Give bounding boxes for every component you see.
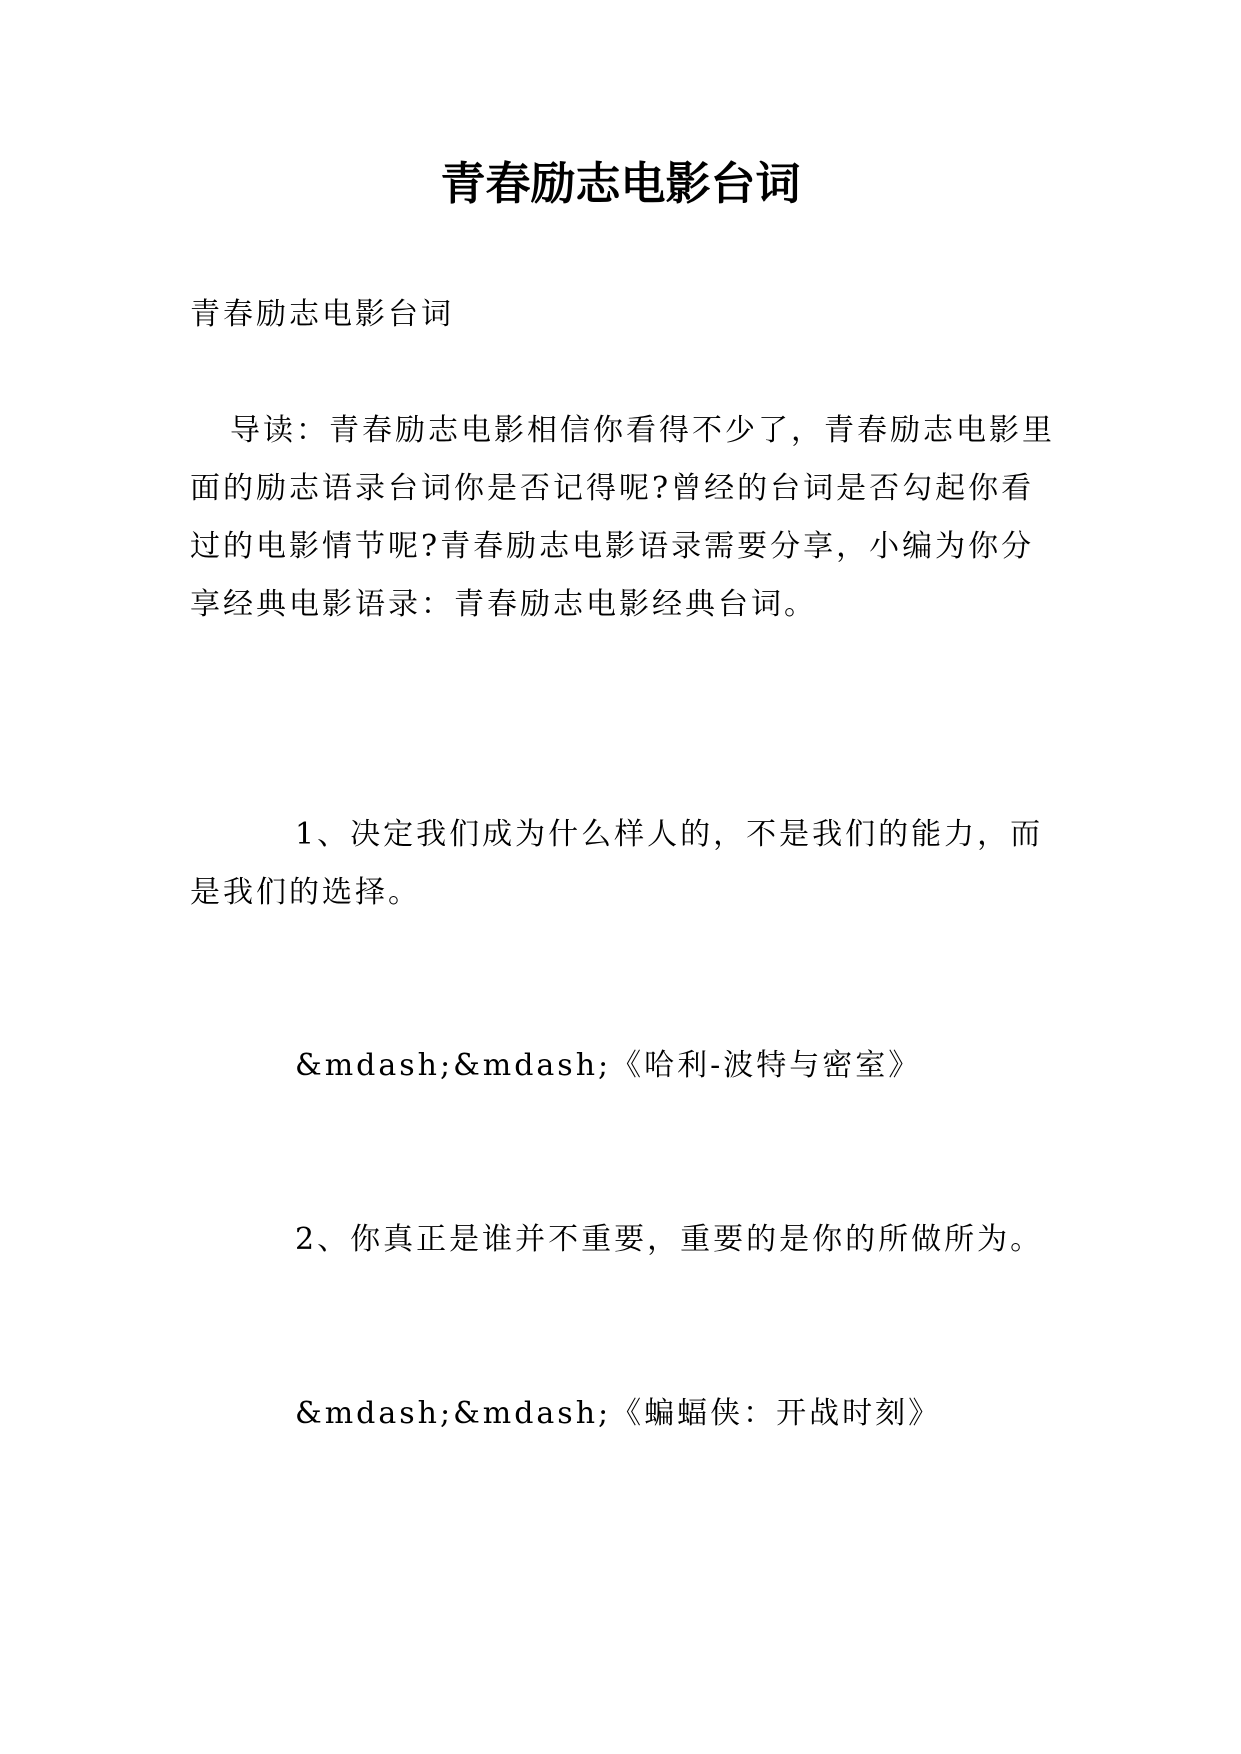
- quote-1-source: &mdash;&mdash;《哈利-波特与密室》: [295, 1048, 922, 1083]
- document-subtitle: 青春励志电影台词: [190, 297, 454, 332]
- intro-paragraph: 导读：青春励志电影相信你看得不少了，青春励志电影里面的励志语录台词你是否记得呢?曾经的台词是否勾起你看过的电影情节呢?青春励志电影语录需要分享，小编为你分享经典电影语录：青春励志电影经典台词。: [190, 413, 1055, 622]
- document-title: 青春励志电影台词: [440, 157, 801, 210]
- quote-2-text: 2、你真正是谁并不重要，重要的是你的所做所为。: [295, 1222, 1044, 1257]
- quote-2-source: &mdash;&mdash;《蝙蝠侠：开战时刻》: [295, 1396, 942, 1431]
- quote-1-text: 1、决定我们成为什么样人的，不是我们的能力，而是我们的选择。: [190, 817, 1044, 910]
